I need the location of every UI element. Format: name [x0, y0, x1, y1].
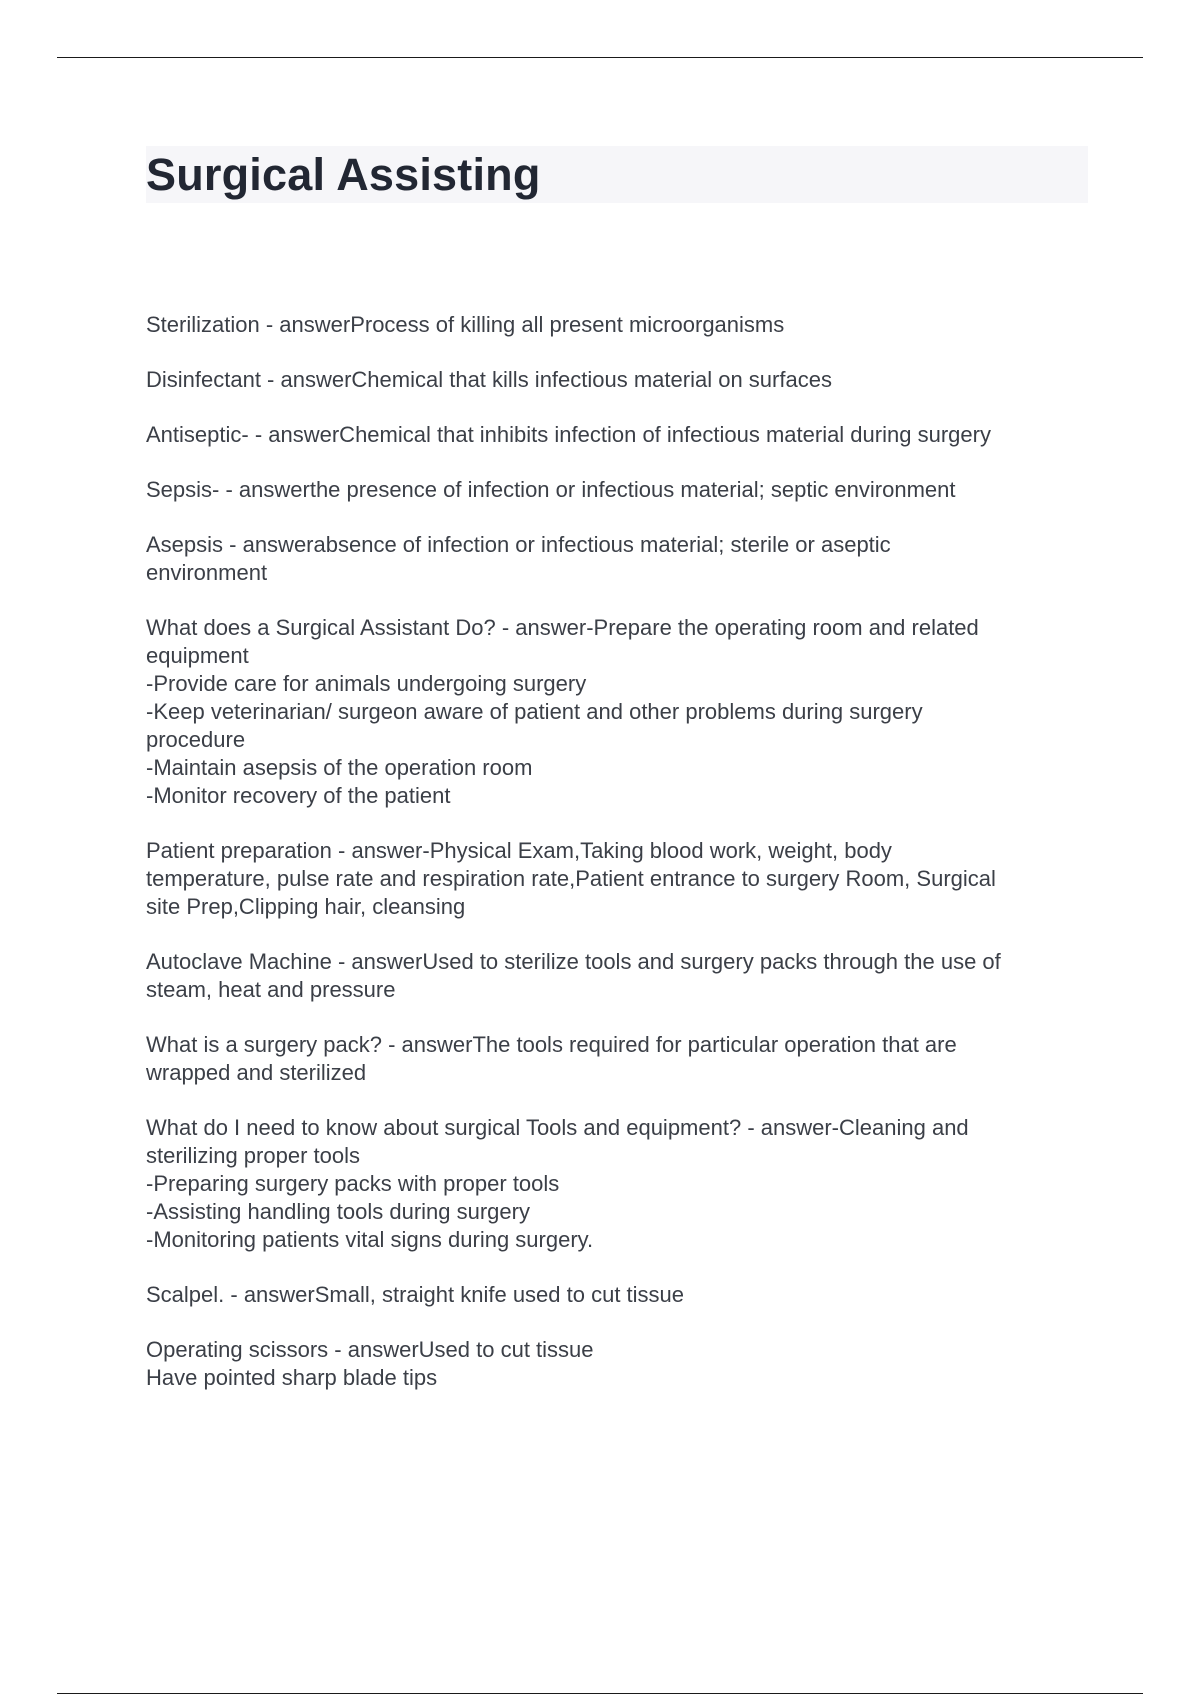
flashcard-entry: Autoclave Machine - answerUsed to sterilize tools and surgery packs through the use of steam, heat and pressure [146, 949, 1001, 1002]
flashcard-list [146, 311, 1096, 1419]
flashcard-entry: Asepsis - answerabsence of infection or infectious material; sterile or aseptic environment [146, 532, 891, 585]
flashcard-entry: Sterilization - answerProcess of killing all present microorganisms [146, 312, 785, 337]
flashcard-entry: What does a Surgical Assistant Do? - answer-Prepare the operating room and related equipment -Provide care for animals undergoing surgery -Keep veterinarian/ surgeon aware of patient and other problems during surgery procedure -Maintain asepsis of the operation room -Monitor recovery of the patient [146, 615, 979, 808]
flashcard-entry: Sepsis- - answerthe presence of infection or infectious material; septic environment [146, 477, 956, 502]
bottom-rule [57, 1693, 1143, 1694]
page-title: Surgical Assisting [146, 149, 541, 200]
flashcard-entry: Antiseptic- - answerChemical that inhibits infection of infectious material during surgery [146, 422, 991, 447]
flashcard-entry: Operating scissors - answerUsed to cut tissue Have pointed sharp blade tips [146, 1337, 594, 1390]
top-rule [57, 57, 1143, 58]
flashcard-entry: What do I need to know about surgical Tools and equipment? - answer-Cleaning and sterilizing proper tools -Preparing surgery packs with proper tools -Assisting handling tools during surgery -Monitoring patients vital signs during surgery. [146, 1115, 969, 1252]
flashcard-entry: Scalpel. - answerSmall, straight knife used to cut tissue [146, 1282, 685, 1307]
flashcard-entry: What is a surgery pack? - answerThe tools required for particular operation that are wrapped and sterilized [146, 1032, 957, 1085]
flashcard-entry: Disinfectant - answerChemical that kills infectious material on surfaces [146, 367, 832, 392]
flashcard-entry: Patient preparation - answer-Physical Exam,Taking blood work, weight, body temperature, pulse rate and respiration rate,Patient entrance to surgery Room, Surgical site Prep,Clipping hair, cleansing [146, 838, 996, 919]
